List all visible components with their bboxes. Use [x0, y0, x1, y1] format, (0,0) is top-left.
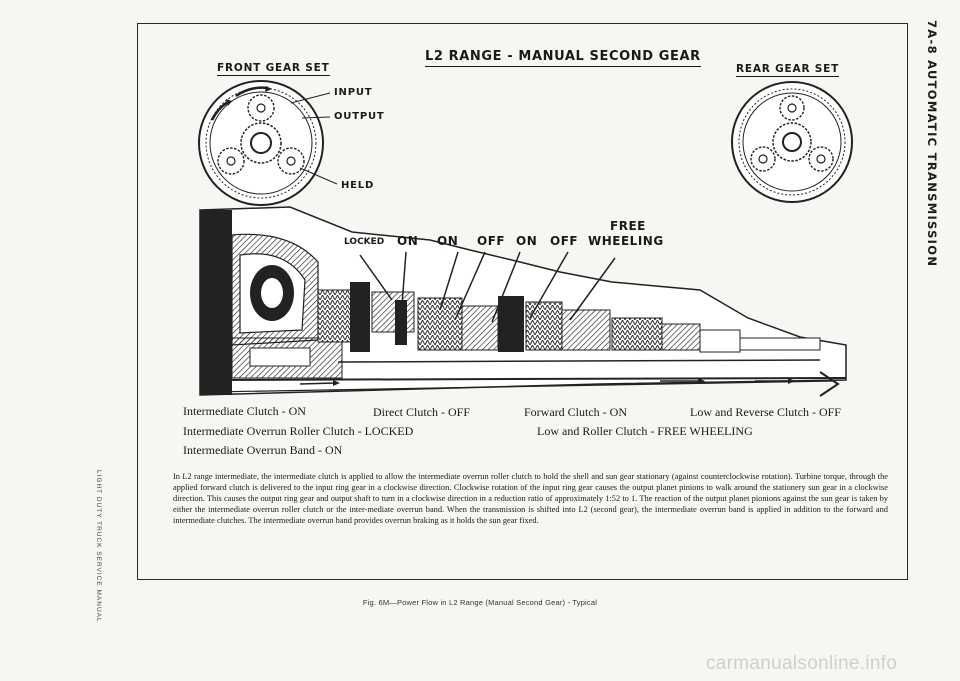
front-gear-set-title: FRONT GEAR SET — [217, 62, 330, 74]
state-wheeling: WHEELING — [588, 234, 664, 248]
status-low-reverse-clutch: Low and Reverse Clutch - OFF — [690, 405, 841, 419]
front-gear-set-diagram — [199, 81, 337, 205]
status-low-roller-clutch: Low and Roller Clutch - FREE WHEELING — [537, 424, 753, 438]
status-direct-clutch: Direct Clutch - OFF — [373, 405, 470, 419]
held-label: HELD — [341, 180, 375, 191]
rear-gear-set-diagram — [732, 82, 852, 202]
manual-name-text: LIGHT DUTY TRUCK SERVICE MANUAL — [95, 470, 102, 623]
status-intermediate-overrun-band: Intermediate Overrun Band - ON — [183, 443, 343, 457]
status-forward-clutch: Forward Clutch - ON — [524, 405, 627, 419]
output-label: OUTPUT — [334, 111, 385, 122]
state-off-1: OFF — [477, 234, 506, 248]
diagram-title: L2 RANGE - MANUAL SECOND GEAR — [425, 49, 701, 67]
state-off-2: OFF — [550, 234, 579, 248]
section-header-text: 7A-8 AUTOMATIC TRANSMISSION — [925, 20, 939, 268]
description-paragraph: In L2 range intermediate, the intermediate clutch is applied to allow the intermediate overrun roller clutch to hold the shell and sun gear stationary (against counterclockwise rotation). Turbine torque, through the applied forward clutch is delivered to the input ring gear in a clockwise direction. Clockwise rotation of the input ring gear causes the output planet pinions to walk around the stationery sun gear in a clockwise direction. This causes the output ring gear and output shaft to turn in a clockwise direction in a reduction ratio of approximately 1:52 to 1. The reaction of the output planet pionions against the sun gear is taken by either the intermediate overrun roller clutch or the inter-mediate overrun band. When the transmission is shifted into L2 (second gear), the intermediate overrun band is applied in addition to the forward and intermediate clutches. The intermediate overrun band provides overrun braking as it holds the sun gear fixed. — [173, 472, 888, 525]
state-on-1: ON — [397, 234, 419, 248]
state-locked: LOCKED — [344, 237, 385, 247]
state-on-3: ON — [516, 234, 538, 248]
watermark: carmanualsonline.info — [706, 653, 898, 674]
status-intermediate-overrun-roller: Intermediate Overrun Roller Clutch - LOCKED — [183, 424, 414, 438]
state-on-2: ON — [437, 234, 459, 248]
input-label: INPUT — [334, 87, 373, 98]
figure-caption: Fig. 6M—Power Flow in L2 Range (Manual Second Gear) - Typical — [362, 598, 598, 607]
rear-gear-set-title: REAR GEAR SET — [736, 63, 840, 75]
state-free: FREE — [610, 219, 646, 233]
status-intermediate-clutch: Intermediate Clutch - ON — [183, 404, 306, 418]
